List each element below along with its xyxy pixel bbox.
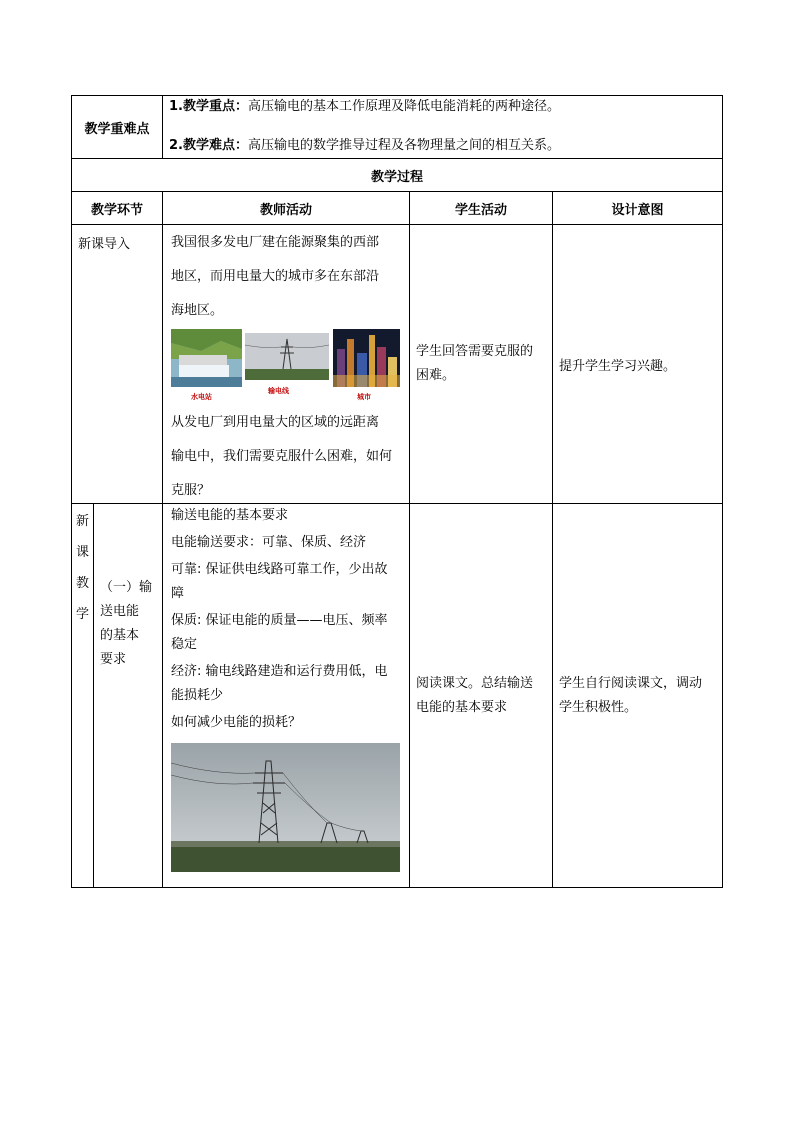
caption-power-line: 输电线 xyxy=(268,387,290,395)
transmission-tower-image xyxy=(171,743,400,872)
key-points-content xyxy=(163,96,723,159)
key-point-2: 2.教学难点：高压输电的数学推导过程及各物理量之间的相互关系。 xyxy=(169,138,561,153)
hydropower-station-image xyxy=(171,329,242,387)
caption-city: 城市 xyxy=(357,393,372,401)
key-points-label: 教学重难点 xyxy=(72,96,163,159)
row2-student: 阅读课文。总结输送 电能的基本要求 xyxy=(410,504,553,888)
caption-hydropower: 水电站 xyxy=(191,393,213,401)
header-stage: 教学环节 xyxy=(72,192,163,225)
lesson-plan-table xyxy=(71,95,723,888)
row2-substage: （一）输 送电能 的基本 要求 xyxy=(94,504,163,888)
city-night-image xyxy=(333,329,400,387)
intro-images xyxy=(171,329,403,405)
header-teacher: 教师活动 xyxy=(163,192,410,225)
row1-teacher: 我国很多发电厂建在能源聚集的西部 地区，而用电量大的城市多在东部沿 海地区。 水电站 输电线 城市 从发电厂到用电量大的区域的远距离 输电中，我们需要克服什么困难，如何 克服？ xyxy=(163,225,410,504)
row1-stage: 新课导入 xyxy=(72,225,163,504)
header-student: 学生活动 xyxy=(410,192,553,225)
row1-student: 学生回答需要克服的 困难。 xyxy=(410,225,553,504)
key-point-1: 1.教学重点：高压输电的基本工作原理及降低电能消耗的两种途径。 xyxy=(169,99,561,114)
row2-teacher: 输送电能的基本要求 电能输送要求：可靠、保质、经济 可靠: 保证供电线路可靠工作，少出故 障 保质: 保证电能的质量——电压、频率 稳定 经济: 输电线路建造和运行费用低，电 能损耗少 如何减少电能的损耗？ xyxy=(163,504,410,888)
header-intent: 设计意图 xyxy=(553,192,723,225)
row2-intent: 学生自行阅读课文，调动 学生积极性。 xyxy=(553,504,723,888)
row2-stage-vertical: 新 课 教 学 xyxy=(72,504,94,888)
process-title: 教学过程 xyxy=(72,159,723,192)
power-line-image xyxy=(245,333,329,380)
row1-intent: 提升学生学习兴趣。 xyxy=(553,225,723,504)
